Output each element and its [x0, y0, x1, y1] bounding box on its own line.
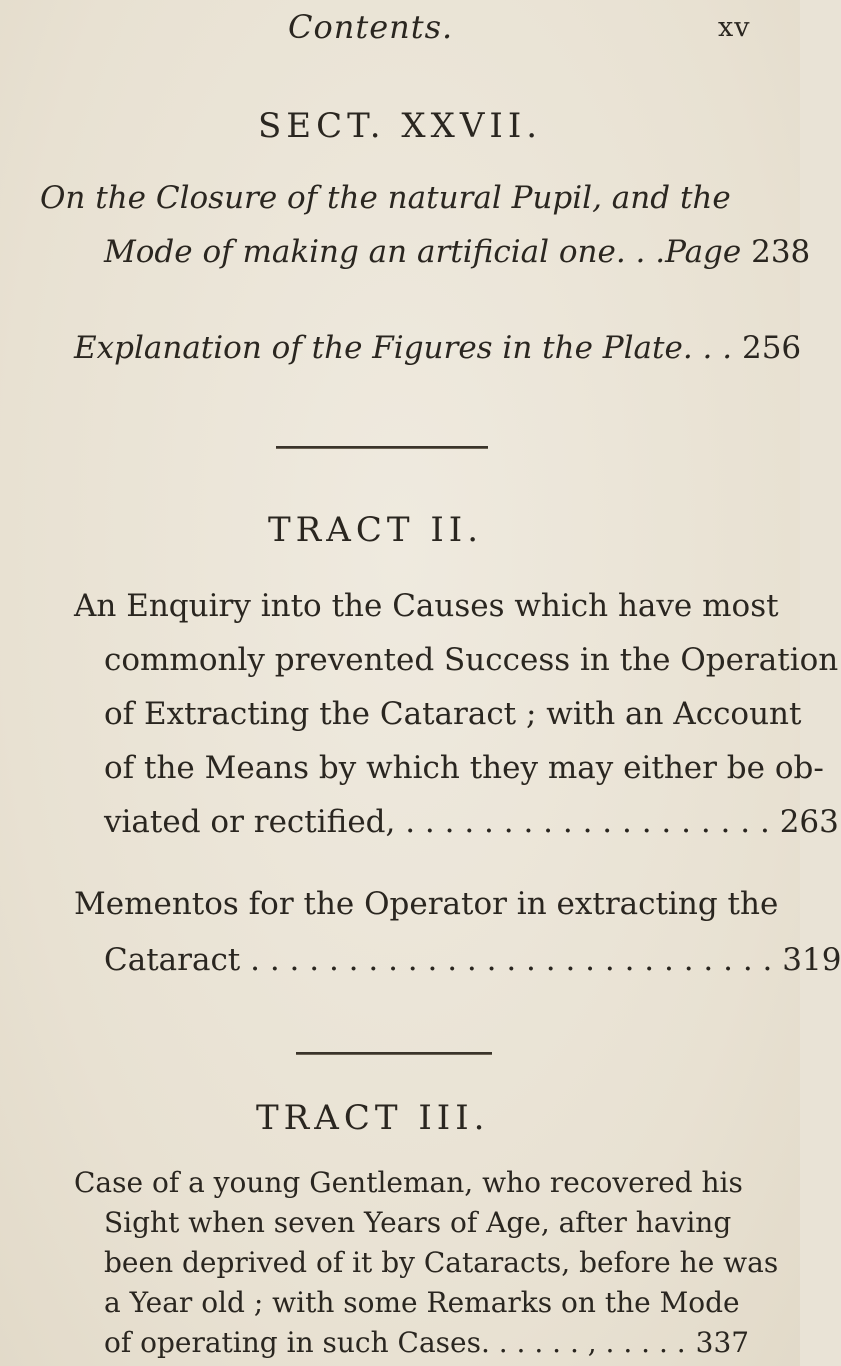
section-heading: SECT. XXVII. [258, 106, 543, 146]
explanation-text: Explanation of the Figures in the Plate. . . [74, 330, 733, 366]
section-divider [296, 1052, 492, 1055]
contents-line: of the Means by which they may either be ob- [104, 750, 824, 786]
explanation-entry [74, 330, 801, 366]
contents-line-text: viated or rectified, . . . . . . . . . . . . . . . . . . . [104, 804, 770, 840]
contents-line: been deprived of it by Cataracts, before he was [104, 1246, 779, 1279]
section-entry-text: Mode of making an artificial one. . . [104, 234, 666, 270]
entry-page-number: 337 [695, 1326, 750, 1359]
contents-line [104, 1326, 749, 1359]
tract-heading: TRACT III. [256, 1098, 490, 1138]
entry-page-number: 263 [779, 804, 839, 840]
contents-line [104, 804, 839, 840]
page-label: Page [665, 234, 742, 270]
tract-heading: TRACT II. [268, 510, 483, 550]
section-entry-line: On the Closure of the natural Pupil, and the [40, 180, 731, 216]
contents-line [104, 1286, 740, 1319]
contents-line: Sight when seven Years of Age, after having [104, 1206, 732, 1239]
contents-line: An Enquiry into the Causes which have most [74, 588, 779, 624]
contents-line: Mementos for the Operator in extracting the [74, 886, 779, 922]
section-entry-line [104, 234, 810, 270]
contents-line: commonly prevented Success in the Operation [104, 642, 839, 678]
contents-line-text: Cataract . . . . . . . . . . . . . . . . . . . . . . . . . . . [104, 942, 773, 978]
running-head [0, 8, 800, 48]
contents-line [104, 942, 841, 978]
section-divider [276, 446, 488, 449]
contents-line: of Extracting the Cataract ; with an Account [104, 696, 802, 732]
contents-line-text: a Year old ; with some Remarks on the Mode [104, 1286, 740, 1319]
contents-line: Case of a young Gentleman, who recovered his [74, 1166, 743, 1199]
page-number: xv [718, 12, 751, 43]
entry-page-number: 256 [741, 330, 802, 366]
running-title: Contents. [288, 8, 454, 46]
entry-page-number: 319 [782, 942, 841, 978]
contents-line-text: of operating in such Cases. . . . . . , . . . . . [104, 1326, 686, 1359]
entry-page-number: 238 [751, 234, 811, 270]
